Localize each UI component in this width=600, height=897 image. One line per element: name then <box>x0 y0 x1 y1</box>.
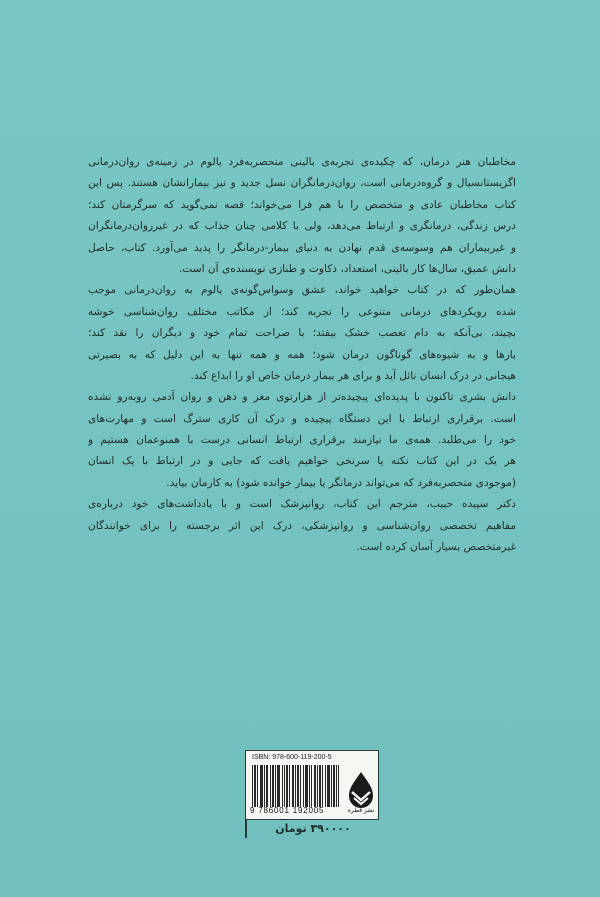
barcode-bar <box>270 765 271 807</box>
barcode-bar <box>286 765 287 807</box>
barcode-bar <box>311 765 312 807</box>
text-line: مخاطبان هنر درمان، که چکیده‌ی تجربه‌ی بالینی منحصربه‌فرد یالوم در زمینه‌ی روان‌درمانی <box>88 156 516 168</box>
text-line: هر یک در این کتاب نکته یا سرنخی خواهیم یافت که جایی و در ارتباط با یک انسان <box>88 455 516 468</box>
price: ۳۹۰۰۰۰ تومان <box>245 820 379 838</box>
barcode-bar <box>319 765 320 807</box>
barcode-bar <box>278 765 279 807</box>
barcode-bar <box>298 765 299 807</box>
barcode-bar <box>303 765 304 807</box>
barcode-bar <box>266 765 267 807</box>
barcode-bar <box>261 765 262 807</box>
barcode-bar <box>297 765 298 807</box>
barcode-bar <box>336 765 337 807</box>
barcode-bar <box>320 765 321 807</box>
barcode-bar <box>289 765 290 807</box>
barcode-bar <box>295 765 296 807</box>
barcode-bar <box>328 765 329 807</box>
barcode-bar <box>314 765 315 807</box>
barcode-bar <box>252 765 253 807</box>
barcode-bar <box>262 765 263 807</box>
paragraph <box>88 387 516 494</box>
text-line: هیجانی در درک انسان نائل آید و برای هر بیمار درمان خاص او را ابداع کند. <box>190 369 516 382</box>
barcode-bar <box>305 765 306 807</box>
barcode-bar <box>293 765 294 807</box>
text-line: دانش بشری تاکنون با پدیده‌ای پیچیده‌تر از هزارتوی مغز و ذهن و روان آدمی روبه‌رو نشده <box>88 391 516 404</box>
barcode-bar <box>267 765 268 807</box>
paragraph <box>88 280 516 387</box>
barcode-bar <box>338 765 339 807</box>
text-line: است. برقراری ارتباط با این دستگاه پیچیده و درک آن کاری سترگ است و مهارت‌های <box>88 412 516 425</box>
barcode-digits: 9 786001 192005 <box>250 806 325 815</box>
barcode-bar <box>325 765 326 807</box>
barcode-bar <box>264 765 265 807</box>
text-line: دانش عمیق، سال‌ها کار بالینی، استعداد، ذکاوت و طنازی نویسنده‌ی آن است. <box>178 262 516 275</box>
barcode-bar <box>333 765 334 807</box>
barcode-bar <box>255 765 256 807</box>
text-line: بچیند، بی‌آنکه به دام تعصب خشک بیفتد؛ با صراحت تمام خود و دیگران را نقد کند؛ <box>88 327 516 340</box>
barcode-bar <box>257 765 258 807</box>
barcode-bar <box>306 765 307 807</box>
barcode-bar <box>300 765 301 807</box>
barcode-bar <box>272 765 273 807</box>
barcode-bar <box>273 765 274 807</box>
barcode-bar <box>309 765 310 807</box>
barcode-box <box>245 750 379 820</box>
paragraph <box>88 494 516 558</box>
text-line: همان‌طور که در کتاب خواهید خواند، عشق وسواس‌گونه‌ی یالوم به روان‌درمانی موجب <box>88 284 516 297</box>
barcode-bar <box>329 765 330 807</box>
text-line: کتاب مخاطبان عادی و متخصص را با هم فرا می‌خواند؛ قصه نمی‌گوید که سرگرمتان کند؛ <box>88 198 516 211</box>
blurb-text <box>88 152 516 558</box>
text-line: و غیربیماران هم وسوسه‌ی قدم نهادن به دنیای بیمار-درمانگر را پدید می‌آورد. کتاب، حاصل <box>88 241 516 254</box>
barcode-bar <box>282 765 283 807</box>
barcode-bar <box>279 765 280 807</box>
text-line: دکتر سپیده حبیب، مترجم این کتاب، روانپزشک است و با یادداشت‌های خود درباره‌ی <box>88 498 516 511</box>
barcode-bar <box>315 765 316 807</box>
barcode-bar <box>322 765 323 807</box>
text-line: اگزیستانسیال و گروه‌درمانی است، روان‌درمانگران نسل جدید و نیز بیمارانشان هستند. پس این <box>88 177 516 190</box>
text-line: (موجودی منحصربه‌فرد که می‌تواند درمانگر یا بیمار خوانده شود) به کارمان بیاید. <box>166 476 516 489</box>
text-line: غیرمتخصص بسیار آسان کرده است. <box>356 541 516 554</box>
text-line: درس زندگی، درمانگری و ارتباط می‌دهد، ولی با کلامی چنان جذاب که در غیرروان‌درمانگران <box>88 220 516 233</box>
barcode-bar <box>254 765 255 807</box>
barcode-bar <box>284 765 285 807</box>
text-line: خود را می‌طلبد. همه‌ی ما نیازمند برقراری ارتباط انسانی درست با همنوعمان هستیم و <box>88 434 516 447</box>
barcode-bar <box>292 765 293 807</box>
barcode-icon <box>252 765 340 807</box>
barcode-bar <box>260 765 261 807</box>
barcode-bar <box>277 765 278 807</box>
barcode-bar <box>287 765 288 807</box>
text-line: شده رویکردهای درمانی متنوعی را تجربه کند؛ از مکاتب مختلف روان‌شناسی خوشه <box>88 305 516 318</box>
barcode-bar <box>334 765 335 807</box>
barcode-bar <box>317 765 318 807</box>
text-line: مفاهیم تخصصی روان‌شناسی و روانپزشکی، درک این اثر برجسته را برای خوانندگان <box>88 519 516 532</box>
paragraph <box>88 152 516 280</box>
barcode-bar <box>331 765 332 807</box>
barcode-bar <box>275 765 276 807</box>
publisher-name: نشر قطره <box>347 807 375 814</box>
barcode-bar <box>307 765 308 807</box>
text-line: بارها و به شیوه‌های گوناگون درمان شود؛ همه و همه تنها به این دلیل که به بصیرتی <box>88 348 516 361</box>
barcode-bar <box>327 765 328 807</box>
isbn-label: ISBN: 978-600-119-200-5 <box>252 754 332 761</box>
